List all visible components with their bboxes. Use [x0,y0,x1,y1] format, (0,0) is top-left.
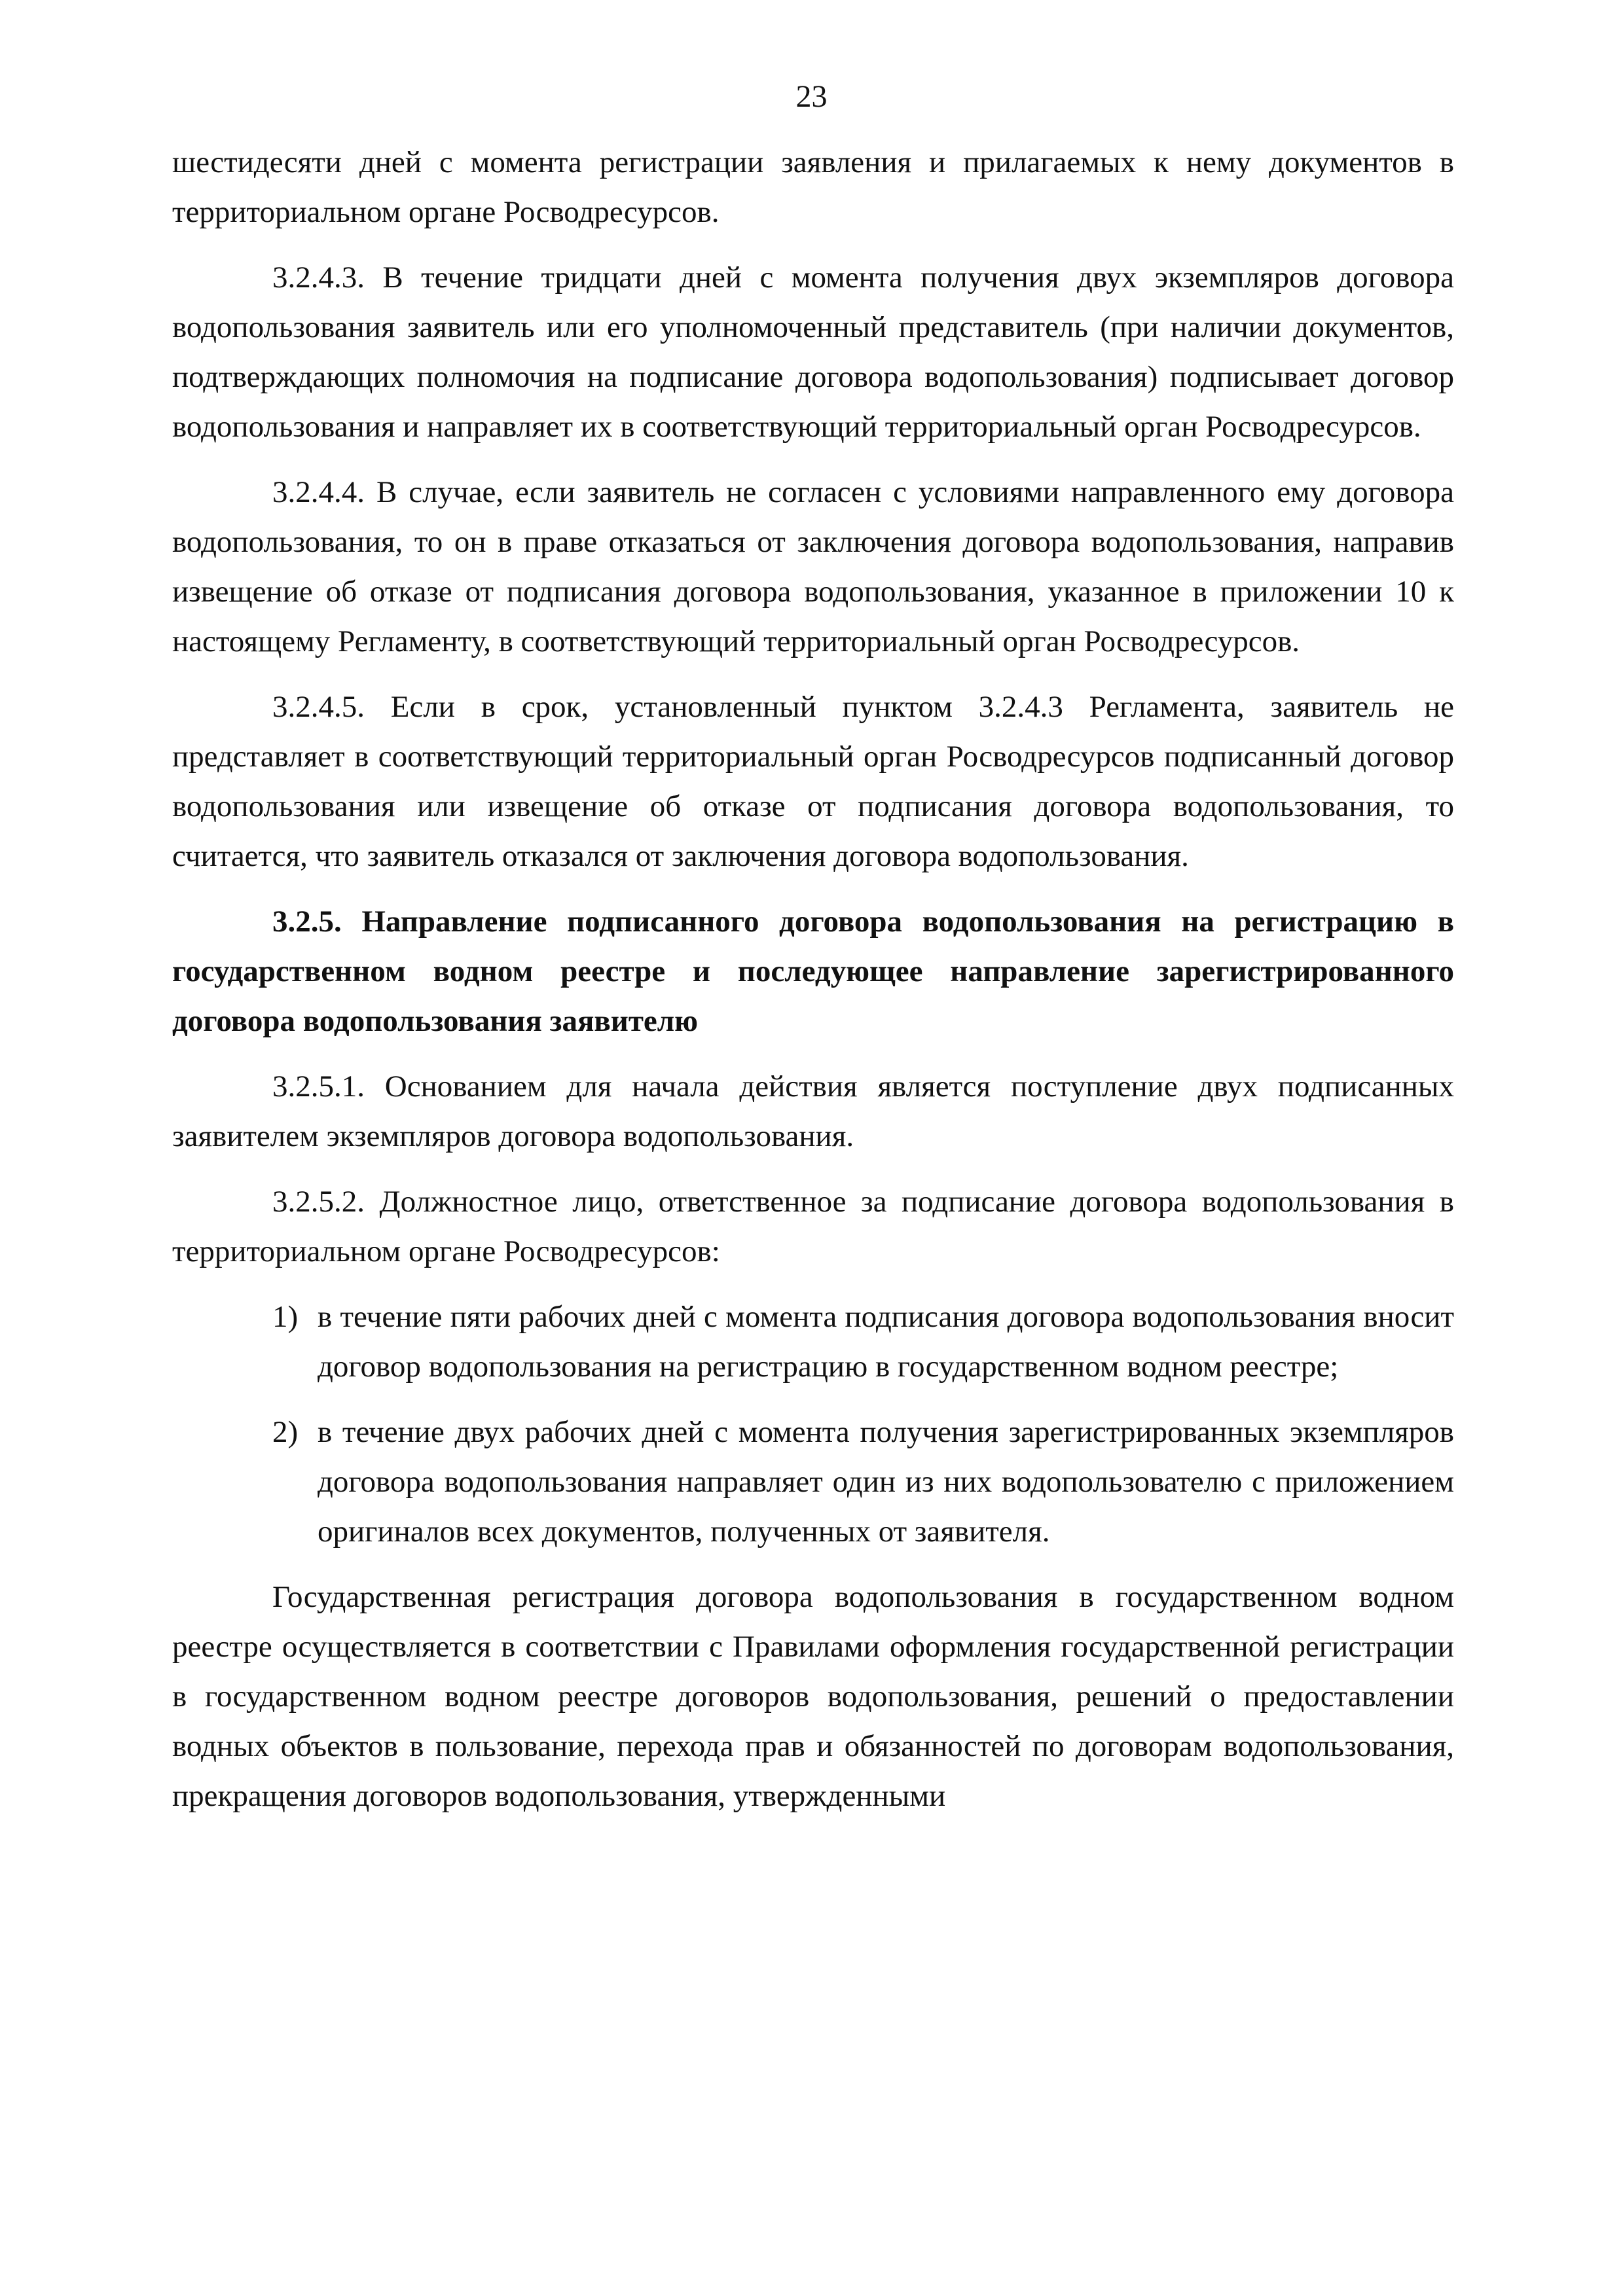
section-heading-3-2-5: 3.2.5. Направление подписанного договора водопользования на регистрацию в государственном водном реестре и последующее направление зарегистрированного договора водопользования заявителю [172,905,1454,1038]
paragraph-state-registration: Государственная регистрация договора водопользования в государственном водном реестре осуществляется в соответствии с Правилами оформления государственной регистрации в государственном водном реестре договоров водопользования, решений о предоставлении водных объектов в пользование, перехода прав и обязанностей по договорам водопользования, прекращения договоров водопользования, утвержденными [172,1580,1454,1813]
paragraph-3-2-5-2: 3.2.5.2. Должностное лицо, ответственное за подписание договора водопользования в территориальном органе Росводресурсов: [172,1185,1454,1268]
list-item-text: в течение пяти рабочих дней с момента подписания договора водопользования вносит договор водопользования на регистрацию в государственном водном реестре; [318,1300,1454,1384]
paragraph-continuation: шестидесяти дней с момента регистрации заявления и прилагаемых к нему документов в территориальном органе Росводресурсов. [172,145,1454,229]
list-item-number: 1) [272,1300,299,1334]
paragraph-3-2-4-4: 3.2.4.4. В случае, если заявитель не согласен с условиями направленного ему договора водопользования, то он в праве отказаться от заключения договора водопользования, направив извещение об отказе от подписания договора водопользования, указанное в приложении 10 к настоящему Регламенту, в соответствующий территориальный орган Росводресурсов. [172,475,1454,658]
list-item-text: в течение двух рабочих дней с момента получения зарегистрированных экземпляров договора водопользования направляет один из них водопользователю с приложением оригиналов всех документов, полученных от заявителя. [318,1415,1454,1549]
list-item [172,1292,1454,1391]
list-item-number: 2) [272,1415,299,1449]
duties-list [172,1292,1454,1556]
paragraph-3-2-4-5: 3.2.4.5. Если в срок, установленный пунктом 3.2.4.3 Регламента, заявитель не представляет в соответствующий территориальный орган Росводресурсов подписанный договор водопользования или извещение об отказе от подписания договора водопользования, то считается, что заявитель отказался от заключения договора водопользования. [172,690,1454,873]
paragraph-3-2-4-3: 3.2.4.3. В течение тридцати дней с момента получения двух экземпляров договора водопользования заявитель или его уполномоченный представитель (при наличии документов, подтверждающих полномочия на подписание договора водопользования) подписывает договор водопользования и направляет их в соответствующий территориальный орган Росводресурсов. [172,260,1454,444]
paragraph-3-2-5-1: 3.2.5.1. Основанием для начала действия является поступление двух подписанных заявителем экземпляров договора водопользования. [172,1069,1454,1153]
page-number: 23 [795,79,828,114]
list-item [172,1407,1454,1556]
document-body [172,137,1454,1821]
